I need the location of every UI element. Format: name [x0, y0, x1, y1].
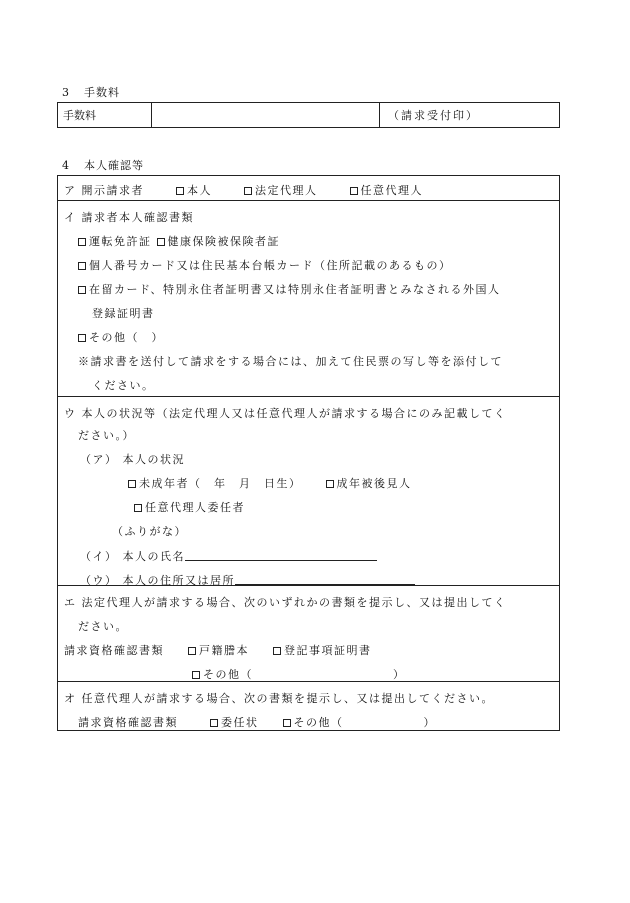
option-residence-card[interactable]: 在留カード、特別永住者証明書又は特別永住者証明書とみなされる外国人 [78, 281, 501, 297]
option-voluntary-representative[interactable]: 任意代理人 [350, 184, 424, 197]
option-power-of-attorney[interactable]: 委任状 [210, 716, 259, 729]
principal-address-field[interactable] [235, 574, 415, 585]
checkbox-icon [128, 480, 136, 488]
option-my-number-card[interactable]: 個人番号カード又は住民基本台帳カード（住所記載のあるもの） [78, 257, 452, 273]
section-3-title: 3 手数料 [62, 86, 120, 99]
fee-table [57, 102, 560, 128]
checkbox-icon [210, 719, 218, 727]
option-health-insurance[interactable]: 健康保険被保険者証 [157, 235, 281, 248]
row-o-voluntary-representative: オ 任意代理人が請求する場合、次の書類を提示し、又は提出してください。 請求資格確認書類 委任状 その他（ ） [64, 692, 494, 729]
option-legal-representative[interactable]: 法定代理人 [244, 184, 318, 197]
row-a-requester: ア 開示請求者 本人 法定代理人 任意代理人 [58, 176, 559, 201]
option-delegator[interactable]: 任意代理人委任者 [134, 499, 245, 515]
option-minor[interactable]: 未成年者（ 年 月 日生） [128, 477, 302, 490]
checkbox-icon [192, 671, 200, 679]
checkbox-icon [244, 187, 252, 195]
row-i-identity-documents: イ 請求者本人確認書類 運転免許証 健康保険被保険者証 個人番号カード又は住民基本台帳カード（住所記載のあるもの） 在留カード、特別永住者証明書又は特別永住者証明書とみなされる外国人 登録証明書 その他（ ） ※請求書を送付して請求をする場合には、加えて住民票の写し等を添付して ください。 [58, 201, 559, 397]
checkbox-icon [134, 504, 142, 512]
checkbox-icon [78, 238, 86, 246]
option-self[interactable]: 本人 [176, 184, 212, 197]
identity-table [57, 175, 560, 731]
row-e-legal-representative: エ 法定代理人が請求する場合、次のいずれかの書類を提示し、又は提出してく ださい。 請求資格確認書類 戸籍謄本 登記事項証明書 その他（ ） [58, 586, 559, 682]
checkbox-icon [283, 719, 291, 727]
checkbox-icon [188, 647, 196, 655]
furigana-label: （ふりがな） [112, 525, 187, 538]
checkbox-icon [78, 286, 86, 294]
checkbox-icon [350, 187, 358, 195]
option-other-voluntary[interactable]: その他（ ） [283, 716, 437, 729]
option-adult-ward[interactable]: 成年被後見人 [326, 477, 412, 490]
checkbox-icon [176, 187, 184, 195]
option-drivers-license[interactable]: 運転免許証 [78, 235, 152, 248]
fee-label: 手数料 [58, 103, 152, 127]
section-4-title: 4 本人確認等 [62, 159, 144, 172]
fee-value-field[interactable] [152, 103, 380, 127]
option-other-legal[interactable]: その他（ ） [192, 666, 406, 682]
option-registry-certificate[interactable]: 登記事項証明書 [273, 644, 372, 657]
principal-name-field[interactable] [185, 550, 377, 561]
checkbox-icon [273, 647, 281, 655]
option-other-id[interactable]: その他（ ） [78, 329, 164, 345]
checkbox-icon [157, 238, 165, 246]
mail-note: ※請求書を送付して請求をする場合には、加えて住民票の写し等を添付して [78, 355, 503, 368]
row-u-principal-status: ウ 本人の状況等（法定代理人又は任意代理人が請求する場合にのみ記載してく ださい。） （ア） 本人の状況 未成年者（ 年 月 日生） 成年被後見人 任意代理人委任者 （ふりがな） （イ） 本人の氏名 （ウ） 本人の住所又は居所 [58, 397, 559, 586]
stamp-label: （請求受付印） [388, 109, 479, 122]
checkbox-icon [78, 334, 86, 342]
checkbox-icon [326, 480, 334, 488]
checkbox-icon [78, 262, 86, 270]
option-family-register[interactable]: 戸籍謄本 [188, 644, 249, 657]
